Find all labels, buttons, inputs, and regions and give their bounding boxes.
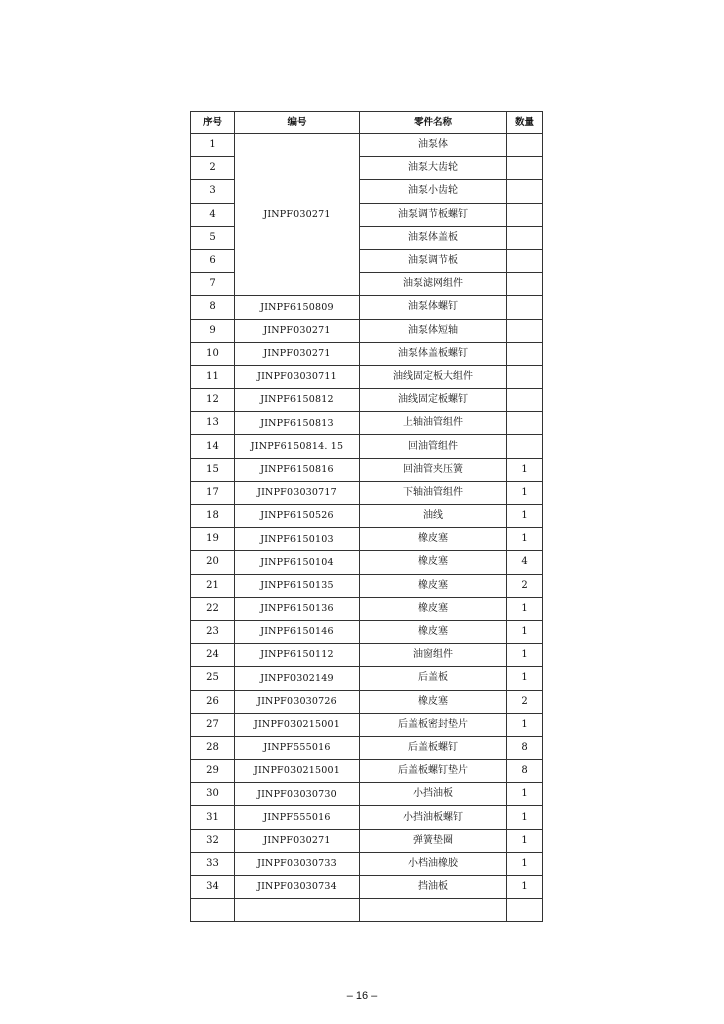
cell-index: 19 [191, 528, 235, 551]
table-row [191, 551, 543, 574]
cell-code: JINPF03030733 [235, 852, 360, 875]
cell-index: 34 [191, 876, 235, 899]
cell-part-name: 油泵大齿轮 [360, 157, 507, 180]
cell-part-name: 上轴油管组件 [360, 412, 507, 435]
cell-index: 27 [191, 713, 235, 736]
table-row [191, 876, 543, 899]
header-name: 零件名称 [360, 112, 507, 134]
cell-quantity: 1 [507, 852, 543, 875]
cell-code: JINPF6150136 [235, 597, 360, 620]
table-row [191, 296, 543, 319]
cell-part-name: 油泵滤网组件 [360, 273, 507, 296]
cell-part-name: 挡油板 [360, 876, 507, 899]
cell-part-name: 回油管夹压簧 [360, 458, 507, 481]
cell-index: 18 [191, 505, 235, 528]
cell-code: JINPF555016 [235, 806, 360, 829]
header-code: 编号 [235, 112, 360, 134]
cell-code: JINPF555016 [235, 736, 360, 759]
cell-index: 6 [191, 249, 235, 272]
table-row [191, 597, 543, 620]
cell-quantity [507, 134, 543, 157]
cell-part-name: 后盖板螺钉 [360, 736, 507, 759]
cell-code: JINPF6150104 [235, 551, 360, 574]
cell-code: JINPF03030717 [235, 481, 360, 504]
cell-code: JINPF6150526 [235, 505, 360, 528]
cell-code: JINPF030271 [235, 829, 360, 852]
cell-index: 4 [191, 203, 235, 226]
cell-part-name: 小挡油板螺钉 [360, 806, 507, 829]
cell-quantity: 1 [507, 505, 543, 528]
cell-index: 32 [191, 829, 235, 852]
cell-index: 21 [191, 574, 235, 597]
cell-index: 30 [191, 783, 235, 806]
cell-part-name: 回油管组件 [360, 435, 507, 458]
cell-code: JINPF6150809 [235, 296, 360, 319]
cell-index: 31 [191, 806, 235, 829]
cell-code: JINPF6150816 [235, 458, 360, 481]
table-row [191, 690, 543, 713]
cell-quantity [507, 203, 543, 226]
table-row [191, 435, 543, 458]
cell-index: 28 [191, 736, 235, 759]
header-qty: 数量 [507, 112, 543, 134]
cell-code: JINPF6150812 [235, 389, 360, 412]
cell-quantity: 1 [507, 829, 543, 852]
cell-code: JINPF030215001 [235, 760, 360, 783]
table-row [191, 760, 543, 783]
table-row [191, 458, 543, 481]
table-row [191, 783, 543, 806]
table-body [191, 134, 543, 922]
cell-quantity: 4 [507, 551, 543, 574]
table-row [191, 505, 543, 528]
cell-index: 23 [191, 620, 235, 643]
cell-code: JINPF03030730 [235, 783, 360, 806]
cell-quantity [507, 342, 543, 365]
cell-index: 1 [191, 134, 235, 157]
table-row [191, 667, 543, 690]
cell-part-name: 橡皮塞 [360, 574, 507, 597]
cell-code: JINPF6150135 [235, 574, 360, 597]
parts-table [190, 111, 543, 922]
page-number: – 16 – [346, 990, 378, 1002]
cell-index: 20 [191, 551, 235, 574]
cell-code: JINPF6150813 [235, 412, 360, 435]
table-row [191, 412, 543, 435]
cell-part-name: 油泵调节板螺钉 [360, 203, 507, 226]
cell-index: 14 [191, 435, 235, 458]
cell-quantity: 1 [507, 528, 543, 551]
cell-index: 25 [191, 667, 235, 690]
cell-code: JINPF6150103 [235, 528, 360, 551]
table-row [191, 365, 543, 388]
table-header-row [191, 112, 543, 134]
cell-index: 29 [191, 760, 235, 783]
cell-quantity: 1 [507, 713, 543, 736]
cell-index: 12 [191, 389, 235, 412]
cell-quantity [507, 273, 543, 296]
cell-part-name: 后盖板螺钉垫片 [360, 760, 507, 783]
table-row [191, 389, 543, 412]
table-row-blank [191, 899, 543, 922]
cell-part-name: 油线固定板大组件 [360, 365, 507, 388]
cell-quantity: 1 [507, 667, 543, 690]
cell-code [235, 899, 360, 922]
cell-quantity [507, 319, 543, 342]
cell-index [191, 899, 235, 922]
cell-part-name: 后盖板 [360, 667, 507, 690]
cell-quantity: 1 [507, 481, 543, 504]
cell-code-merged: JINPF030271 [235, 134, 360, 296]
cell-quantity [507, 296, 543, 319]
table-row [191, 806, 543, 829]
cell-quantity: 2 [507, 690, 543, 713]
cell-quantity: 1 [507, 876, 543, 899]
cell-part-name: 油泵调节板 [360, 249, 507, 272]
header-index: 序号 [191, 112, 235, 134]
table-row [191, 574, 543, 597]
table-row [191, 829, 543, 852]
cell-part-name: 油泵体盖板 [360, 226, 507, 249]
cell-index: 2 [191, 157, 235, 180]
cell-index: 10 [191, 342, 235, 365]
cell-part-name: 油泵小齿轮 [360, 180, 507, 203]
cell-quantity: 2 [507, 574, 543, 597]
table-row [191, 736, 543, 759]
cell-part-name: 后盖板密封垫片 [360, 713, 507, 736]
cell-quantity: 8 [507, 736, 543, 759]
cell-part-name: 油泵体短轴 [360, 319, 507, 342]
table-row [191, 528, 543, 551]
cell-part-name [360, 899, 507, 922]
cell-quantity [507, 389, 543, 412]
cell-part-name: 油窗组件 [360, 644, 507, 667]
cell-quantity: 1 [507, 458, 543, 481]
cell-quantity [507, 180, 543, 203]
cell-code: JINPF6150146 [235, 620, 360, 643]
cell-index: 7 [191, 273, 235, 296]
cell-part-name: 油泵体螺钉 [360, 296, 507, 319]
cell-quantity [507, 899, 543, 922]
cell-quantity [507, 249, 543, 272]
cell-code: JINPF6150112 [235, 644, 360, 667]
table-row [191, 134, 543, 157]
cell-index: 11 [191, 365, 235, 388]
table-row [191, 644, 543, 667]
cell-index: 13 [191, 412, 235, 435]
cell-index: 3 [191, 180, 235, 203]
table-row [191, 713, 543, 736]
cell-index: 33 [191, 852, 235, 875]
cell-index: 22 [191, 597, 235, 620]
cell-code: JINPF0302149 [235, 667, 360, 690]
cell-code: JINPF03030726 [235, 690, 360, 713]
cell-quantity: 1 [507, 597, 543, 620]
table-row [191, 852, 543, 875]
cell-part-name: 油泵体 [360, 134, 507, 157]
cell-quantity [507, 226, 543, 249]
cell-part-name: 小挡油板 [360, 783, 507, 806]
cell-quantity: 1 [507, 783, 543, 806]
cell-index: 9 [191, 319, 235, 342]
cell-code: JINPF6150814. 15 [235, 435, 360, 458]
cell-index: 24 [191, 644, 235, 667]
table-row [191, 319, 543, 342]
cell-code: JINPF030215001 [235, 713, 360, 736]
cell-part-name: 油线固定板螺钉 [360, 389, 507, 412]
cell-code: JINPF03030734 [235, 876, 360, 899]
cell-code: JINPF03030711 [235, 365, 360, 388]
cell-part-name: 橡皮塞 [360, 597, 507, 620]
cell-part-name: 弹簧垫圈 [360, 829, 507, 852]
cell-quantity [507, 157, 543, 180]
cell-quantity: 1 [507, 644, 543, 667]
cell-quantity [507, 365, 543, 388]
table-row [191, 481, 543, 504]
cell-code: JINPF030271 [235, 342, 360, 365]
cell-index: 15 [191, 458, 235, 481]
cell-part-name: 下轴油管组件 [360, 481, 507, 504]
cell-quantity: 8 [507, 760, 543, 783]
cell-part-name: 橡皮塞 [360, 620, 507, 643]
cell-part-name: 橡皮塞 [360, 528, 507, 551]
cell-part-name: 油泵体盖板螺钉 [360, 342, 507, 365]
table-row [191, 620, 543, 643]
cell-index: 5 [191, 226, 235, 249]
cell-part-name: 橡皮塞 [360, 551, 507, 574]
cell-index: 17 [191, 481, 235, 504]
cell-quantity: 1 [507, 620, 543, 643]
cell-part-name: 小档油橡胶 [360, 852, 507, 875]
cell-quantity [507, 412, 543, 435]
cell-part-name: 油线 [360, 505, 507, 528]
cell-quantity: 1 [507, 806, 543, 829]
cell-index: 26 [191, 690, 235, 713]
cell-part-name: 橡皮塞 [360, 690, 507, 713]
table-row [191, 342, 543, 365]
cell-quantity [507, 435, 543, 458]
cell-code: JINPF030271 [235, 319, 360, 342]
cell-index: 8 [191, 296, 235, 319]
